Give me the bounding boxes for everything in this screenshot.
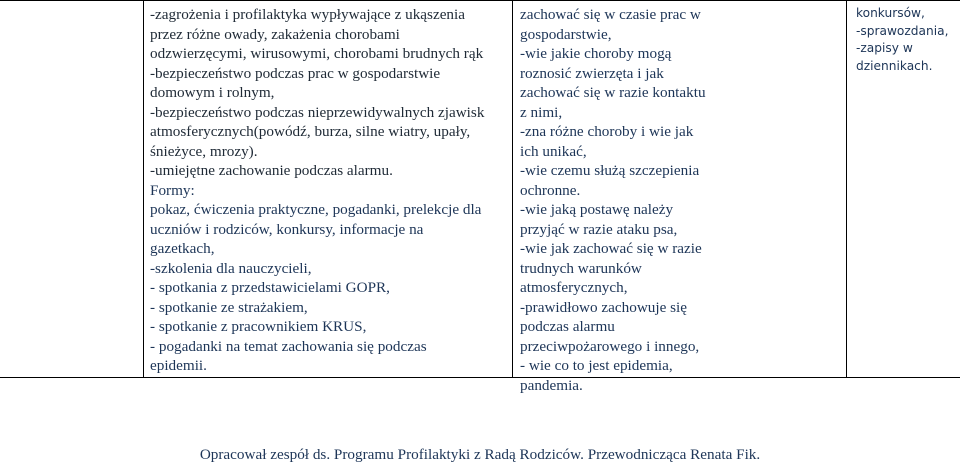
column-divider xyxy=(846,0,847,378)
text-line: -zapisy w xyxy=(856,41,913,56)
text-line: pokaz, ćwiczenia praktyczne, pogadanki, prelekcje dla xyxy=(150,201,482,218)
text-line: - spotkanie z pracownikiem KRUS, xyxy=(150,318,367,335)
text-line: trudnych warunków xyxy=(520,259,642,277)
text-line: podczas alarmu xyxy=(520,318,615,335)
text-line: -wie jaką postawę należy xyxy=(520,201,674,218)
content-cell-right xyxy=(856,5,958,75)
content-cell-middle xyxy=(520,5,830,395)
section-heading: Formy: xyxy=(150,181,195,199)
text-line: gazetkach, xyxy=(150,240,215,257)
text-line: - wie co to jest epidemia, xyxy=(520,357,673,374)
text-line: -zagrożenia i profilaktyka wypływające z ukąszenia xyxy=(150,6,465,23)
text-line: gospodarstwie, xyxy=(520,25,612,43)
text-line: roznosić zwierzęta i jak xyxy=(520,64,664,82)
text-line: z nimi, xyxy=(520,103,563,121)
text-line: przez różne owady, zakażenia chorobami xyxy=(150,25,400,43)
text-line: zachować się w czasie prac w xyxy=(520,6,701,23)
table-top-border xyxy=(0,0,960,1)
text-line: - spotkanie ze strażakiem, xyxy=(150,298,308,316)
text-line: -szkolenia dla nauczycieli, xyxy=(150,259,312,277)
text-line: konkursów, xyxy=(856,6,925,20)
text-line: śnieżyce, mrozy). xyxy=(150,142,258,160)
text-line: przyjąć w razie ataku psa, xyxy=(520,220,678,238)
text-line: -umiejętne zachowanie podczas alarmu. xyxy=(150,162,393,179)
text-line: odzwierzęcymi, wirusowymi, chorobami brudnych rąk xyxy=(150,45,484,62)
text-line: atmosferycznych(powódź, burza, silne wiatry, upały, xyxy=(150,123,471,140)
text-line: pandemia. xyxy=(520,376,583,394)
text-line: -bezpieczeństwo podczas prac w gospodarstwie xyxy=(150,64,441,82)
content-cell-left xyxy=(150,5,505,376)
text-line: -wie czemu służą szczepienia xyxy=(520,162,700,179)
text-line: -wie jak zachować się w razie xyxy=(520,240,702,257)
text-line: -sprawozdania, xyxy=(856,23,949,38)
text-line: -bezpieczeństwo podczas nieprzewidywalnych zjawisk xyxy=(150,103,485,121)
text-line: ich unikać, xyxy=(520,142,587,160)
text-line: atmosferycznych, xyxy=(520,279,628,296)
text-line: uczniów i rodziców, konkursy, informacje na xyxy=(150,220,424,238)
footer-note: Opracował zespół ds. Programu Profilaktyki z Radą Rodziców. Przewodnicząca Renata Fik. xyxy=(199,446,761,463)
text-line: -wie jakie choroby mogą xyxy=(520,45,672,62)
text-line: dziennikach. xyxy=(856,58,933,73)
text-line: domowym i rolnym, xyxy=(150,84,275,101)
text-line: - pogadanki na temat zachowania się podczas xyxy=(150,337,427,355)
text-line: -zna różne choroby i wie jak xyxy=(520,123,694,140)
text-line: epidemii. xyxy=(150,357,207,374)
text-line: ochronne. xyxy=(520,181,581,199)
text-line: -prawidłowo zachowuje się xyxy=(520,298,688,316)
text-line: przeciwpożarowego i innego, xyxy=(520,337,700,355)
column-divider xyxy=(143,0,144,378)
column-divider xyxy=(512,0,513,378)
text-line: - spotkania z przedstawicielami GOPR, xyxy=(150,279,390,296)
text-line: zachować się w razie kontaktu xyxy=(520,84,706,101)
